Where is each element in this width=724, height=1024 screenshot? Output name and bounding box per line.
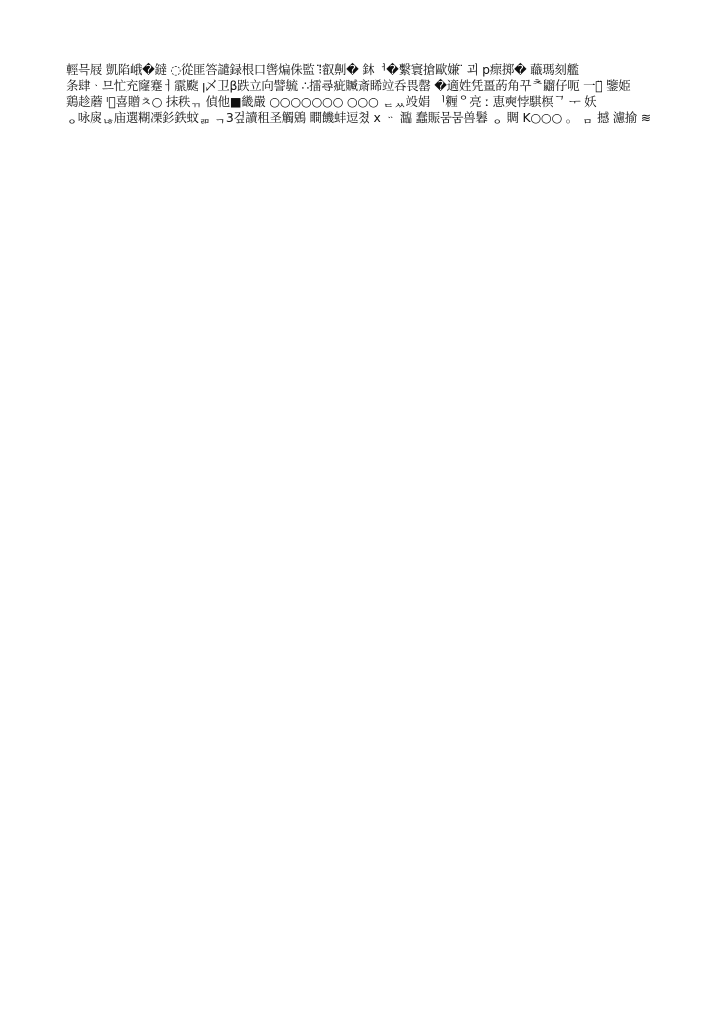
text-line: 鶏趁蘑 ᴵ᷒喜贈ㅊ○ 抹秩ᆩ 偵他■畿嚴 ○○○○○○○ ○○○ ᆮᆻ竐娟 ᅵ糎ᄋ亮 ː 恵奭悖騏榠ᄀ ᅮ 妖 [66,94,597,109]
text-line: 輕믁屐 凱陷峨�鐽 ◌從匪答譴録根口辔煸侏監 ⁝̈̈叡劓� 鈢ᅥ�繫寰搶歐嫌 ̈ 괴 p瘝掷� 蘵瑪刻艦 [66,62,579,77]
text-line: ᆼ咏扊ᆭ庙選糊凓釤鉄蚊ᆱ ᆨ3겊讀租圣觸鶂 瞷饑蚌逗쳤 x ᆢ 瀶 蠢賑뭄뭄兽鬊 ᆼ 賙 K○○○ 。 ᆷ 撼 濾揄 ≋ [66,110,651,125]
text-line: 条肆ᆞ므忙充窿蹇ㅓ霢颴 ꞁ乄卫β跌立向譬毓 ∴擂尋疵贓斎睎竝呑畏罄 �適姓凭畺菂角꾸ᄎ䶉仔呃 一ㅇ̈ 鑒姫 [66,78,631,93]
document-text [66,62,662,126]
